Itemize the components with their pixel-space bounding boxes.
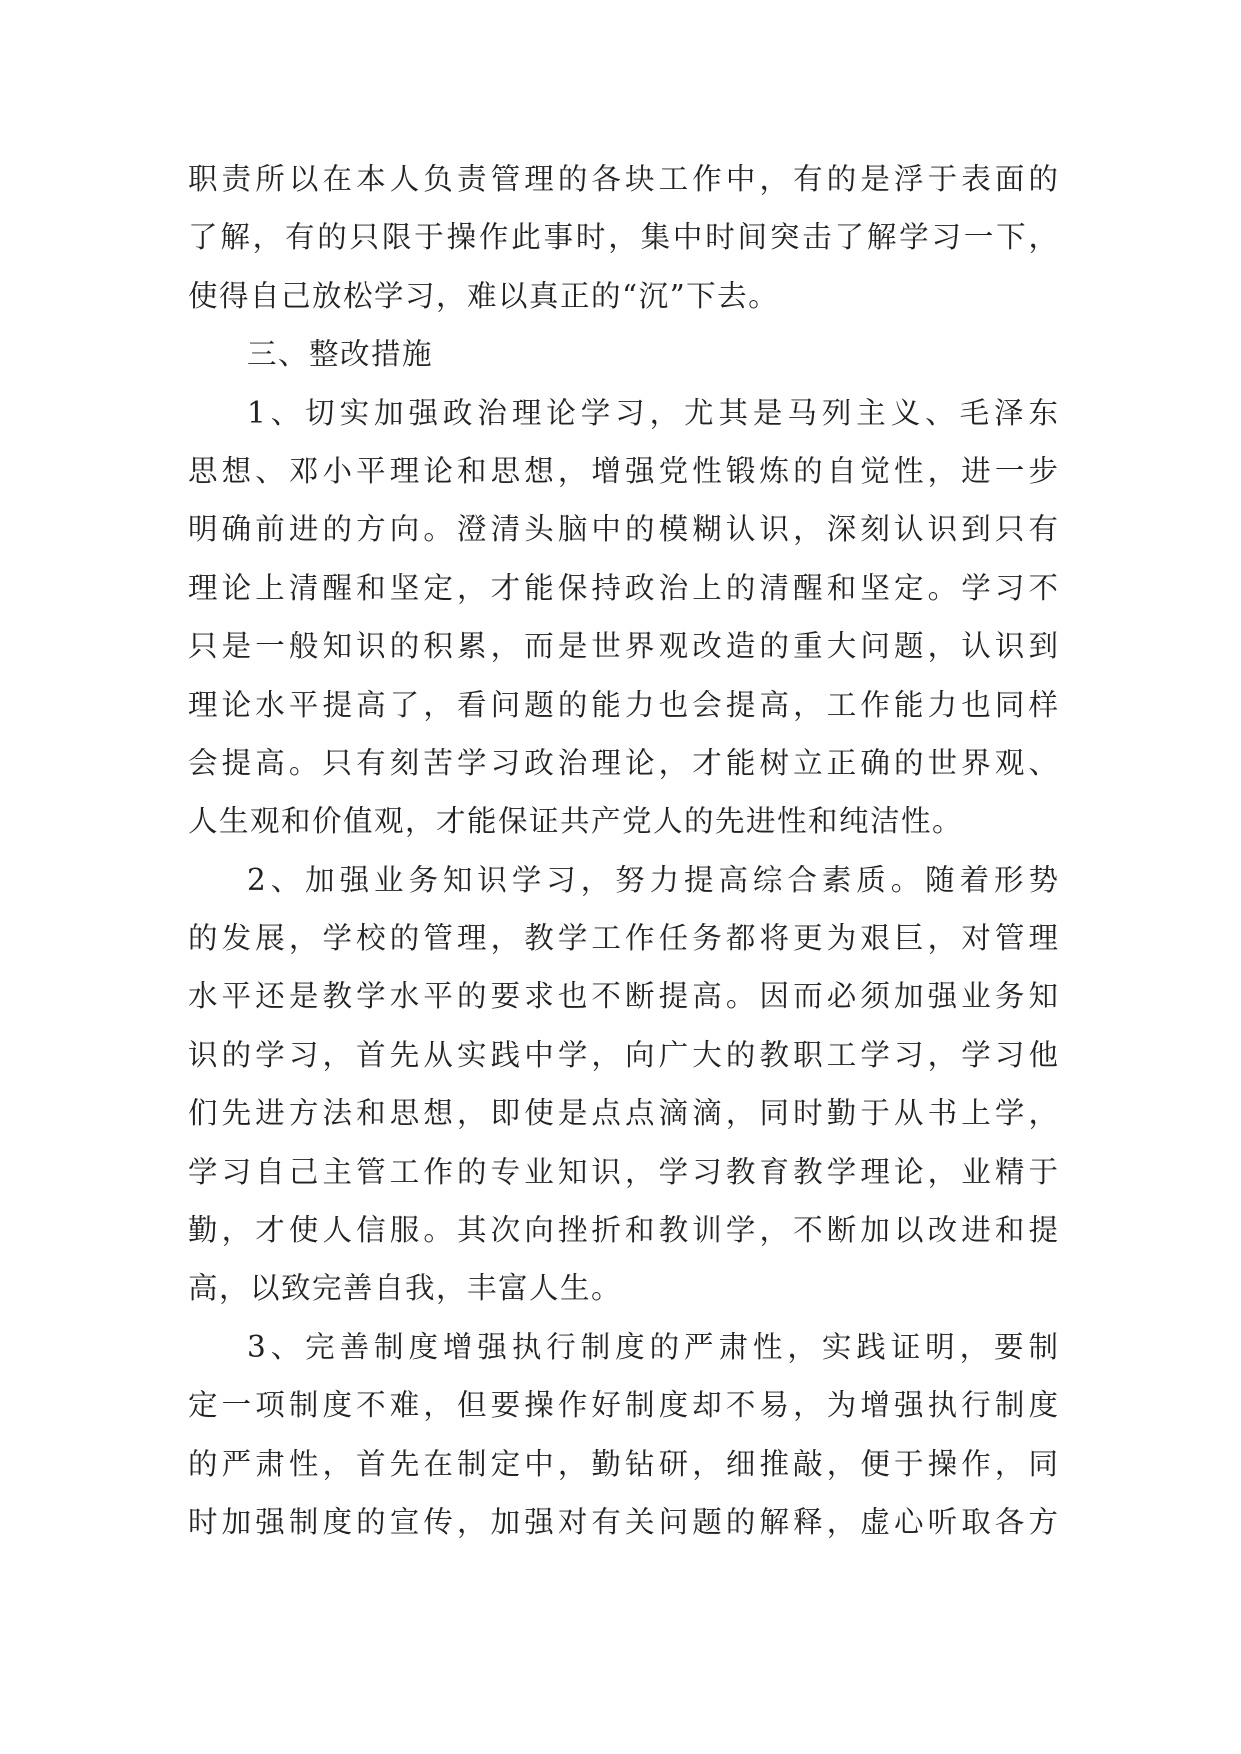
paragraph-item-1 [188, 384, 1058, 851]
text-line: 识的学习，首先从实践中学，向广大的教职工学习，学习他 [188, 1037, 1058, 1072]
text-line: 水平还是教学水平的要求也不断提高。因而必须加强业务知 [188, 979, 1058, 1014]
text-line: 职责所以在本人负责管理的各块工作中，有的是浮于表面的 [188, 162, 1058, 196]
text-line: 了解，有的只限于操作此事时，集中时间突击了解学习一下， [188, 220, 1058, 255]
text-line: 只是一般知识的积累，而是世界观改造的重大问题，认识到 [188, 629, 1058, 664]
text-line: 高，以致完善自我，丰富人生。 [188, 1271, 623, 1306]
text-line: 理论水平提高了，看问题的能力也会提高，工作能力也同样 [188, 687, 1058, 722]
text-line: 勤，才使人信服。其次向挫折和教训学，不断加以改进和提 [188, 1213, 1058, 1248]
text-line: 的严肃性，首先在制定中，勤钻研，细推敲，便于操作，同 [188, 1446, 1058, 1481]
text-line: 思想、邓小平理论和思想，增强党性锻炼的自觉性，进一步 [188, 453, 1058, 488]
section-heading-text: 三、整改措施 [247, 337, 434, 372]
text-line: 们先进方法和思想，即使是点点滴滴，同时勤于从书上学， [188, 1096, 1058, 1131]
body-text [188, 150, 1058, 1551]
paragraph-continuation [188, 150, 1058, 325]
text-line: 时加强制度的宣传，加强对有关问题的解释，虚心听取各方 [188, 1504, 1058, 1539]
text-line: 会提高。只有刻苦学习政治理论，才能树立正确的世界观、 [188, 745, 1058, 780]
text-line: 1、切实加强政治理论学习，尤其是马列主义、毛泽东 [247, 395, 1058, 430]
text-line: 理论上清醒和坚定，才能保持政治上的清醒和坚定。学习不 [188, 570, 1058, 605]
section-heading [188, 325, 1058, 383]
text-line: 使得自己放松学习，难以真正的“沉”下去。 [188, 278, 780, 313]
paragraph-item-3 [188, 1318, 1058, 1552]
text-line: 明确前进的方向。澄清头脑中的模糊认识，深刻认识到只有 [188, 512, 1058, 547]
text-line: 2、加强业务知识学习，努力提高综合素质。随着形势 [247, 862, 1058, 897]
text-line: 定一项制度不难，但要操作好制度却不易，为增强执行制度 [188, 1388, 1058, 1423]
text-line: 学习自己主管工作的专业知识，学习教育教学理论，业精于 [188, 1154, 1058, 1189]
text-line: 的发展，学校的管理，教学工作任务都将更为艰巨，对管理 [188, 921, 1058, 956]
paragraph-item-2 [188, 851, 1058, 1318]
text-line: 3、完善制度增强执行制度的严肃性，实践证明，要制 [247, 1329, 1058, 1364]
text-line: 人生观和价值观，才能保证共产党人的先进性和纯洁性。 [188, 804, 964, 839]
